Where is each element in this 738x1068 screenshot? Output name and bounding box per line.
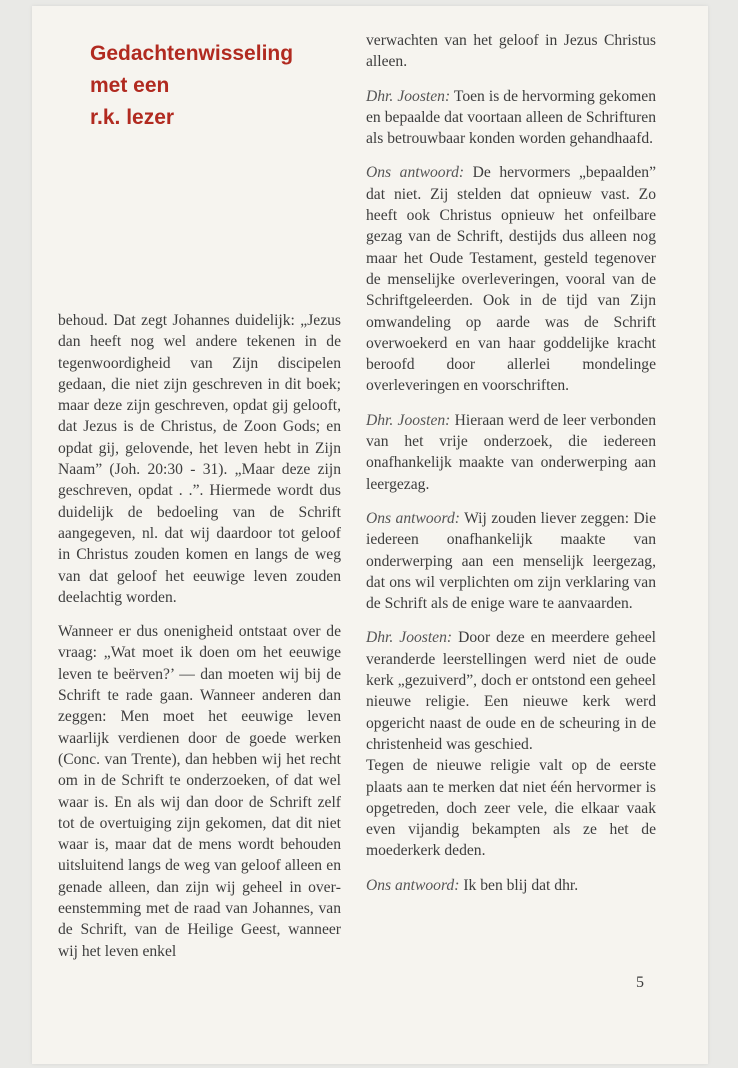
right-paragraph-1: verwachten van het geloof in Jezus Christus alleen. (366, 32, 656, 71)
speaker-label: Dhr. Joosten: (366, 411, 451, 429)
page-number: 5 (636, 974, 644, 991)
speaker-label: Ons antwoord: (366, 164, 465, 182)
right-paragraph-6 (366, 627, 656, 755)
left-column (58, 310, 341, 962)
paragraph-text: Ik ben blij dat dhr. (459, 876, 579, 894)
right-paragraph-3 (366, 162, 656, 396)
right-paragraph-7: Tegen de nieuwe religie valt op de eerste plaats aan te merken dat niet één hervormer is opgetreden, doch zeer vele, die elkaar vaak even vijandig bekampten als ze het de moederkerk deden. (366, 757, 656, 860)
speaker-label: Dhr. Joosten: (366, 629, 453, 647)
right-paragraph-8 (366, 875, 656, 896)
heading-line-1: Gedachtenwisseling (90, 42, 294, 65)
heading-line-2: met een (90, 74, 170, 97)
speaker-label: Dhr. Joosten: (366, 87, 451, 105)
paragraph-text: Hieraan werd de leer verbonden van het vrije onderzoek, die iedereen onafhankelijk maakte van onderwerping aan leergezag. (366, 411, 656, 493)
right-column (366, 30, 656, 896)
paragraph-text: Toen is de hervorming gekomen en bepaalde dat voortaan alleen de Schrifturen als betrouwbaar konden worden gehandhaafd. (366, 87, 656, 148)
heading-line-3: r.k. lezer (90, 106, 175, 129)
right-paragraph-2 (366, 86, 656, 150)
paragraph-text: Door deze en meerdere geheel veranderde leerstellingen werd niet de oude kerk „gezuiverd”, doch er ontstond een geheel nieuwe religie. Een nieuwe kerk werd opgericht naast de oude en de scheuring in de christenheid was geschied. (366, 629, 656, 753)
right-paragraph-4 (366, 410, 656, 495)
speaker-label: Ons antwoord: (366, 509, 460, 527)
left-paragraph-1: behoud. Dat zegt Johannes duidelijk: „Jezus dan heeft nog wel andere tekenen in de tegenwoordigheid van Zijn discipelen gedaan, die niet zijn geschreven in dit boek; maar deze zijn geschreven, opdat gij gelooft, dat Jezus is de Christus, de Zoon Gods; en opdat gij, gelovende, het leven hebt in Zijn Naam” (Joh. 20:30 - 31). „Maar deze zijn geschreven, opdat . .”. Hiermede wordt dus duidelijk de bedoeling van de Schrift aangegeven, nl. dat wij daardoor tot geloof in Christus zouden komen en langs de weg van dat geloof het eeuwige leven zouden deelachtig worden. (58, 312, 341, 606)
left-paragraph-2: Wanneer er dus onenigheid ontstaat over de vraag: „Wat moet ik doen om het eeuwige leven te beërven?’ — dan moeten wij bij de Schrift te rade gaan. Wanneer anderen dan zeggen: Men moet het eeuwige leven waarlijk verdienen door de goede werken (Conc. van Trente), dan hebben wij het recht om in de Schrift te onderzoeken, of dat wel waar is. En als wij dan door de Schrift zelf tot de overtuiging zijn gekomen, dat dit niet waar is, maar dat de mens wordt behouden uitsluitend langs de weg van geloof alleen en genade alleen, dan zijn wij geheel in overeenstemming met de raad van Johannes, van de Schrift, van de Heilige Geest, wanneer wij het leven enkel (58, 623, 341, 960)
speaker-label: Ons antwoord: (366, 876, 460, 894)
right-paragraph-5 (366, 508, 656, 614)
article-heading (90, 38, 350, 134)
paragraph-text: Wij zouden liever zeggen: Die iedereen onafhankelijk maakte van onderwerping aan een menselijk leergezag, dat ons wil verplichten om zijn verklaring van de Schrift als de enige ware te aanvaarden. (366, 509, 656, 613)
paragraph-text: De hervormers „bepaalden” dat niet. Zij stelden dat opnieuw vast. Zo heeft ook Christus opnieuw het onfeilbare gezag van de Schrift, destijds dus alleen nog maar het Oude Testament, gesteld tegenover de menselijke overleveringen, vooral van de Schriftgeleerden. Ook in de tijd van Zijn omwandeling op aarde was de Schrift overwoekerd en van haar goddelijke kracht beroofd door allerlei mondelinge overleveringen en voorschriften. (366, 164, 656, 395)
